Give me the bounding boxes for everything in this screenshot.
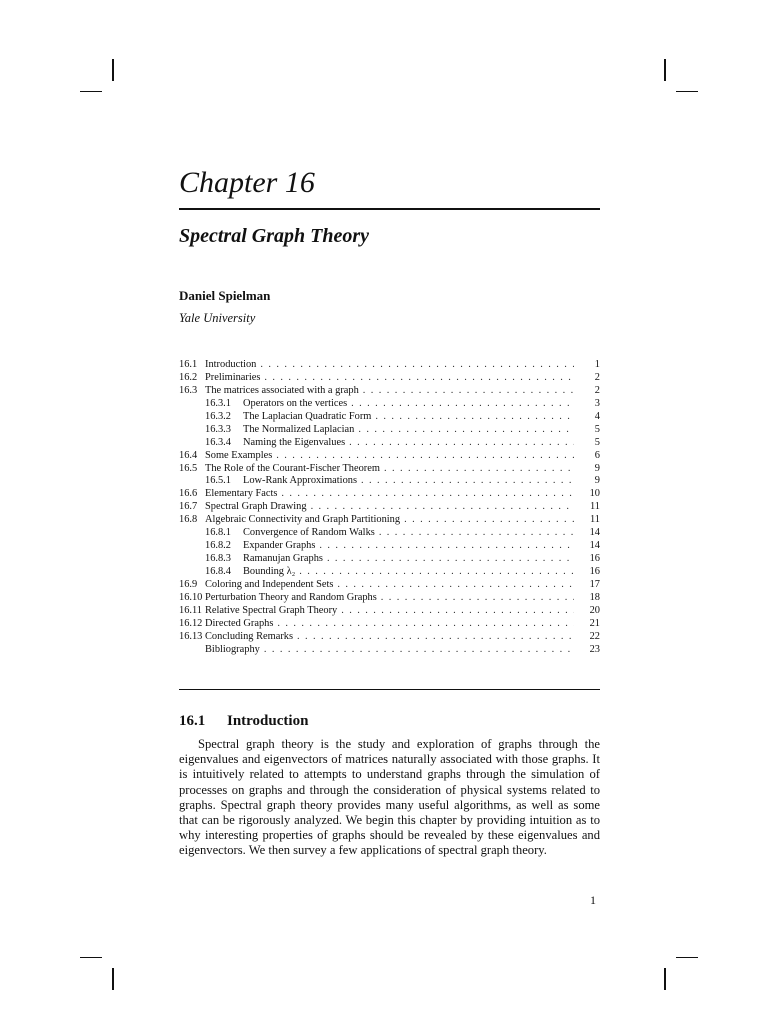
toc-entry-page: 9	[594, 462, 600, 474]
toc-entry-page: 21	[589, 617, 600, 629]
toc-entry-number: 16.12	[179, 617, 203, 629]
toc-entry-page: 1	[594, 359, 600, 370]
toc-leader-dots	[260, 359, 574, 372]
toc-entry-page: 14	[589, 540, 600, 552]
toc-entry-title: Spectral Graph Drawing	[205, 501, 307, 513]
toc-leader-dots	[361, 475, 574, 488]
toc-entry-title: The Laplacian Quadratic Form	[243, 410, 372, 422]
toc-leader-dots	[375, 411, 574, 424]
toc-entry[interactable]	[179, 579, 600, 592]
toc-leader-dots	[363, 385, 574, 398]
toc-leader-dots	[341, 605, 574, 618]
toc-entry[interactable]	[179, 553, 600, 566]
crop-mark	[664, 968, 666, 990]
toc-leader-dots	[327, 553, 574, 566]
toc-entry[interactable]	[179, 450, 600, 463]
toc-entry-title: Elementary Facts	[205, 488, 278, 500]
toc-entry[interactable]	[179, 488, 600, 501]
toc-entry-page: 20	[589, 604, 600, 616]
chapter-title: Chapter 16	[179, 166, 315, 199]
toc-entry[interactable]	[179, 514, 600, 527]
author-name: Daniel Spielman	[179, 288, 271, 303]
crop-mark	[676, 957, 698, 958]
page-number: 1	[590, 893, 596, 907]
toc-entry[interactable]	[179, 398, 600, 411]
toc-entry-number: 16.3.1	[205, 397, 231, 409]
toc-entry-title: Coloring and Independent Sets	[205, 578, 334, 590]
toc-entry-page: 11	[589, 514, 600, 526]
toc-entry[interactable]	[179, 359, 600, 372]
toc-leader-dots	[384, 463, 574, 476]
toc-entry-number: 16.8.1	[205, 527, 231, 539]
toc-entry-title: Algebraic Connectivity and Graph Partitioning	[205, 514, 401, 526]
toc-entry-page: 5	[594, 436, 600, 448]
toc-entry-number: 16.7	[179, 501, 198, 513]
toc-leader-dots	[311, 501, 574, 514]
section-number: 16.1	[179, 713, 206, 729]
toc-entry[interactable]	[179, 644, 600, 657]
toc-entry-number: 16.3.3	[205, 423, 231, 435]
toc-leader-dots	[281, 488, 574, 501]
toc-entry-number: 16.3.4	[205, 436, 231, 448]
toc-entry-number: 16.8.3	[205, 553, 231, 565]
toc-entry-number: 16.5.1	[205, 475, 231, 487]
toc-leader-dots	[404, 514, 574, 527]
toc-entry-number: 16.3	[179, 384, 198, 396]
title-rule	[179, 208, 600, 210]
section-rule	[179, 689, 600, 690]
toc-entry[interactable]	[179, 566, 600, 579]
toc-entry-title: Introduction	[205, 359, 257, 370]
toc-entry-title: Relative Spectral Graph Theory	[205, 604, 338, 616]
toc-entry[interactable]	[179, 540, 600, 553]
toc-entry-number: 16.2	[179, 371, 198, 383]
section-title: Introduction	[227, 713, 309, 729]
toc-leader-dots	[264, 644, 574, 657]
toc-entry-page: 9	[594, 475, 600, 487]
toc-entry-title: The Role of the Courant-Fischer Theorem	[205, 462, 380, 474]
toc-leader-dots	[276, 450, 574, 463]
toc-entry[interactable]	[179, 475, 600, 488]
toc-entry-page: 10	[589, 488, 600, 500]
toc-entry-number: 16.9	[179, 578, 198, 590]
toc-entry[interactable]	[179, 411, 600, 424]
toc-entry[interactable]	[179, 385, 600, 398]
toc-entry-number: 16.1	[179, 359, 198, 370]
toc-entry[interactable]	[179, 527, 600, 540]
toc-entry-title: Concluding Remarks	[205, 630, 294, 642]
toc-entry-page: 17	[589, 578, 600, 590]
table-of-contents	[179, 359, 600, 657]
crop-mark	[80, 957, 102, 958]
toc-entry-title: Expander Graphs	[243, 540, 316, 552]
toc-leader-dots	[297, 631, 574, 644]
toc-leader-dots	[351, 398, 574, 411]
toc-entry[interactable]	[179, 463, 600, 476]
toc-leader-dots	[299, 566, 574, 579]
toc-entry-number: 16.11	[179, 604, 202, 616]
chapter-subtitle: Spectral Graph Theory	[179, 225, 369, 247]
toc-entry-number: 16.8.2	[205, 540, 231, 552]
toc-entry-page: 4	[594, 410, 600, 422]
crop-mark	[676, 91, 698, 92]
toc-entry-title: Some Examples	[205, 449, 273, 461]
crop-mark	[664, 59, 666, 81]
toc-entry-page: 6	[594, 449, 600, 461]
toc-leader-dots	[264, 372, 574, 385]
toc-entry[interactable]	[179, 437, 600, 450]
toc-entry-title: Preliminaries	[205, 371, 261, 383]
crop-mark	[112, 968, 114, 990]
toc-leader-dots	[381, 592, 574, 605]
toc-entry-title: Directed Graphs	[205, 617, 274, 629]
toc-entry-page: 2	[594, 384, 600, 396]
toc-entry-number: 16.6	[179, 488, 198, 500]
toc-entry-number: 16.5	[179, 462, 198, 474]
toc-leader-dots	[349, 437, 574, 450]
toc-entry-page: 16	[589, 566, 600, 577]
toc-entry-page: 3	[594, 397, 600, 409]
toc-entry[interactable]	[179, 592, 600, 605]
toc-entry-number: 16.8	[179, 514, 198, 526]
toc-entry-title: Low-Rank Approximations	[243, 475, 357, 487]
toc-entry[interactable]	[179, 424, 600, 437]
toc-entry-number: 16.4	[179, 449, 198, 461]
toc-entry-number: 16.3.2	[205, 410, 231, 422]
toc-entry-title: Convergence of Random Walks	[243, 527, 375, 539]
toc-entry-title: Bounding λ₂	[243, 566, 296, 577]
toc-entry-page: 11	[589, 501, 600, 513]
crop-mark	[80, 91, 102, 92]
toc-entry-page: 22	[589, 630, 600, 642]
body-paragraph: Spectral graph theory is the study and exploration of graphs through the eigenvalues and eigenvectors of matrices naturally associated with those graphs. It is intuitively related to attempts to understand graphs through the simulation of processes on graphs and through the consideration of physical systems related to graphs. Spectral graph theory provides many useful algorithms, as well as some that can be rigorously analyzed. We begin this chapter by providing intuition as to why interesting properties of graphs should be revealed by these eigenvalues and eigenvectors. We then survey a few applications of spectral graph theory.	[179, 737, 600, 858]
toc-entry-page: 23	[589, 643, 600, 655]
section-heading	[179, 711, 308, 731]
toc-entry-page: 5	[594, 423, 600, 435]
toc-entry-number: 16.10	[179, 591, 203, 603]
crop-mark	[112, 59, 114, 81]
toc-entry[interactable]	[179, 501, 600, 514]
toc-entry-title: The Normalized Laplacian	[243, 423, 355, 435]
toc-entry-title: Naming the Eigenvalues	[243, 436, 346, 448]
toc-entry-title: Perturbation Theory and Random Graphs	[205, 591, 377, 603]
toc-entry-title: Operators on the vertices	[243, 397, 348, 409]
toc-entry-number: 16.13	[179, 630, 203, 642]
toc-entry-title: Ramanujan Graphs	[243, 553, 323, 565]
toc-leader-dots	[379, 527, 574, 540]
toc-entry-number: 16.8.4	[205, 566, 231, 577]
toc-leader-dots	[277, 618, 574, 631]
toc-entry-page: 14	[589, 527, 600, 539]
toc-entry[interactable]	[179, 631, 600, 644]
toc-leader-dots	[319, 540, 574, 553]
toc-entry-title: Bibliography	[205, 643, 260, 655]
toc-leader-dots	[337, 579, 574, 592]
toc-entry-page: 16	[589, 553, 600, 565]
toc-entry-page: 2	[594, 371, 600, 383]
author-affiliation: Yale University	[179, 311, 256, 325]
toc-entry-title: The matrices associated with a graph	[205, 384, 359, 396]
toc-entry[interactable]	[179, 618, 600, 631]
toc-leader-dots	[358, 424, 574, 437]
toc-entry-page: 18	[589, 591, 600, 603]
toc-entry[interactable]	[179, 605, 600, 618]
toc-entry[interactable]	[179, 372, 600, 385]
